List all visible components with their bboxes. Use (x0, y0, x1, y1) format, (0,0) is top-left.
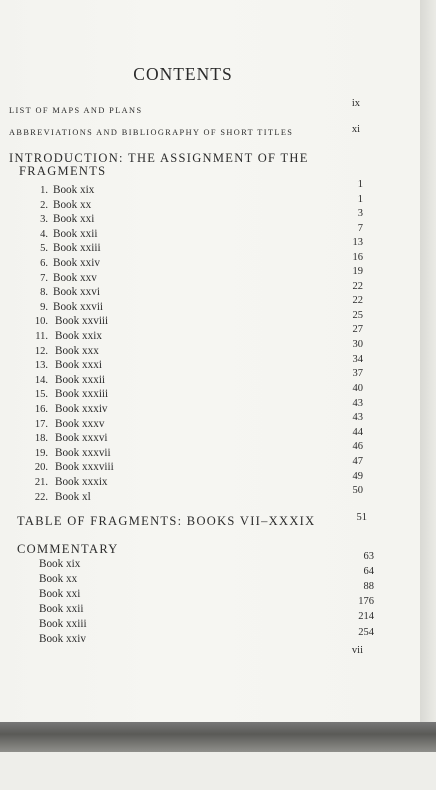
toc-entry-page: 7 (357, 223, 363, 234)
toc-entry-label: Book xix (53, 184, 95, 196)
toc-entry-table-of-fragments-page: 51 (356, 512, 367, 523)
toc-entry-page: 27 (352, 324, 363, 335)
toc-entry-page: 49 (352, 471, 363, 482)
toc-entry-page: 22 (352, 281, 363, 292)
toc-entry-abbreviations-label: ABBREVIATIONS AND BIBLIOGRAPHY OF SHORT TITLES (9, 128, 294, 137)
toc-entry-label: Book xxiv (53, 257, 100, 269)
toc-entry-page: 40 (352, 383, 363, 394)
toc-entry-label: Book xxxiii (55, 388, 109, 401)
commentary-entry-page: 88 (363, 581, 374, 592)
toc-entry-number: 7. (40, 272, 48, 284)
toc-entry-maps-label: LIST OF MAPS AND PLANS (9, 106, 143, 115)
toc-entry-number: 20. (34, 462, 48, 474)
toc-entry-label: Book xxi (53, 213, 95, 226)
toc-entry-label: Book xxxii (55, 373, 106, 386)
toc-entry-number: 17. (34, 418, 48, 430)
commentary-entry-label: Book xix (39, 558, 81, 570)
commentary-entry-page: 214 (358, 611, 374, 622)
toc-entry-number: 13. (34, 360, 48, 372)
toc-entry-page: 44 (352, 427, 363, 438)
toc-entry-number: 8. (40, 287, 48, 299)
toc-entry-number: 4. (40, 228, 48, 240)
toc-entry-label: Book xxv (53, 271, 97, 284)
toc-entry-page: 37 (352, 368, 363, 379)
toc-entry-page: 22 (352, 295, 363, 306)
toc-entry-page: 47 (352, 456, 363, 467)
toc-entry-label: Book xxii (53, 227, 98, 240)
commentary-entry-label: Book xx (39, 573, 78, 585)
toc-entry-number: 12. (34, 345, 48, 357)
commentary-entry-page: 63 (363, 551, 374, 562)
toc-entry-label: Book xxxvii (55, 446, 111, 459)
introduction-heading-line1: INTRODUCTION: THE ASSIGNMENT OF THE (9, 151, 309, 165)
toc-entry-label: Book xxxv (55, 417, 105, 430)
toc-entry-number: 14. (34, 374, 48, 386)
commentary-entry-label: Book xxii (39, 603, 84, 615)
book-edge-shadow (0, 722, 436, 752)
page-edge-right (420, 0, 436, 722)
toc-entry-page: 13 (352, 237, 363, 248)
toc-entry-label: Book xxix (55, 330, 102, 342)
toc-entry-maps-page: ix (351, 98, 360, 109)
toc-entry-page: 34 (352, 354, 363, 365)
toc-entry-number: 1. (40, 185, 48, 196)
commentary-entry-label: Book xxi (39, 588, 81, 600)
toc-entry-table-of-fragments-label: TABLE OF FRAGMENTS: BOOKS VII–XXXIX (17, 514, 316, 528)
toc-entry-number: 19. (34, 447, 48, 459)
toc-entry-number: 3. (40, 214, 48, 226)
toc-entry-label: Book xxxiv (55, 403, 108, 415)
toc-entry-page: 16 (352, 252, 363, 263)
toc-entry-page: 25 (352, 310, 363, 321)
toc-entry-number: 5. (40, 243, 48, 255)
toc-entry-label: Book xxviii (55, 315, 109, 328)
toc-entry-number: 11. (35, 331, 48, 342)
page-folio: vii (351, 645, 363, 656)
toc-entry-page: 19 (352, 266, 363, 277)
toc-entry-label: Book xxxviii (55, 461, 114, 474)
toc-entry-number: 22. (34, 491, 48, 503)
toc-entry-number: 10. (34, 316, 48, 328)
toc-entry-page: 30 (352, 339, 363, 350)
toc-entry-label: Book xxiii (53, 242, 101, 255)
toc-entry-page: 1 (357, 179, 363, 190)
toc-entry-label: Book xxxi (55, 359, 102, 372)
toc-entry-number: 15. (34, 389, 48, 401)
toc-entry-number: 2. (40, 199, 48, 211)
commentary-heading: COMMENTARY (17, 542, 119, 556)
toc-entry-number: 21. (34, 477, 48, 488)
toc-entry-number: 9. (40, 301, 48, 313)
commentary-entry-page: 64 (363, 566, 374, 577)
table-surface (0, 752, 436, 790)
commentary-entry-label: Book xxiv (39, 633, 86, 645)
commentary-entry-page: 176 (358, 596, 374, 607)
toc-entry-page: 3 (357, 208, 363, 219)
toc-entry-label: Book xxvii (53, 300, 104, 313)
toc-entry-number: 16. (34, 404, 48, 415)
commentary-entry-label: Book xxiii (39, 618, 87, 630)
toc-entry-label: Book xxxvi (55, 432, 108, 445)
toc-entry-page: 1 (357, 194, 363, 205)
toc-entry-page: 43 (352, 398, 363, 409)
toc-entry-label: Book xxxix (55, 476, 108, 488)
commentary-entry-page: 254 (358, 627, 374, 638)
toc-entry-abbreviations-page: xi (351, 124, 360, 135)
toc-entry-number: 6. (40, 258, 48, 269)
toc-entry-label: Book xxvi (53, 286, 100, 299)
toc-entry-label: Book xx (53, 198, 92, 211)
toc-entry-page: 43 (352, 412, 363, 423)
page-title: CONTENTS (133, 64, 233, 84)
toc-entry-page: 50 (352, 485, 363, 496)
toc-entry-number: 18. (34, 433, 48, 445)
toc-entry-label: Book xxx (55, 344, 99, 357)
toc-entry-label: Book xl (55, 490, 91, 503)
introduction-heading-line2: FRAGMENTS (19, 164, 107, 178)
toc-entry-page: 46 (352, 441, 363, 452)
